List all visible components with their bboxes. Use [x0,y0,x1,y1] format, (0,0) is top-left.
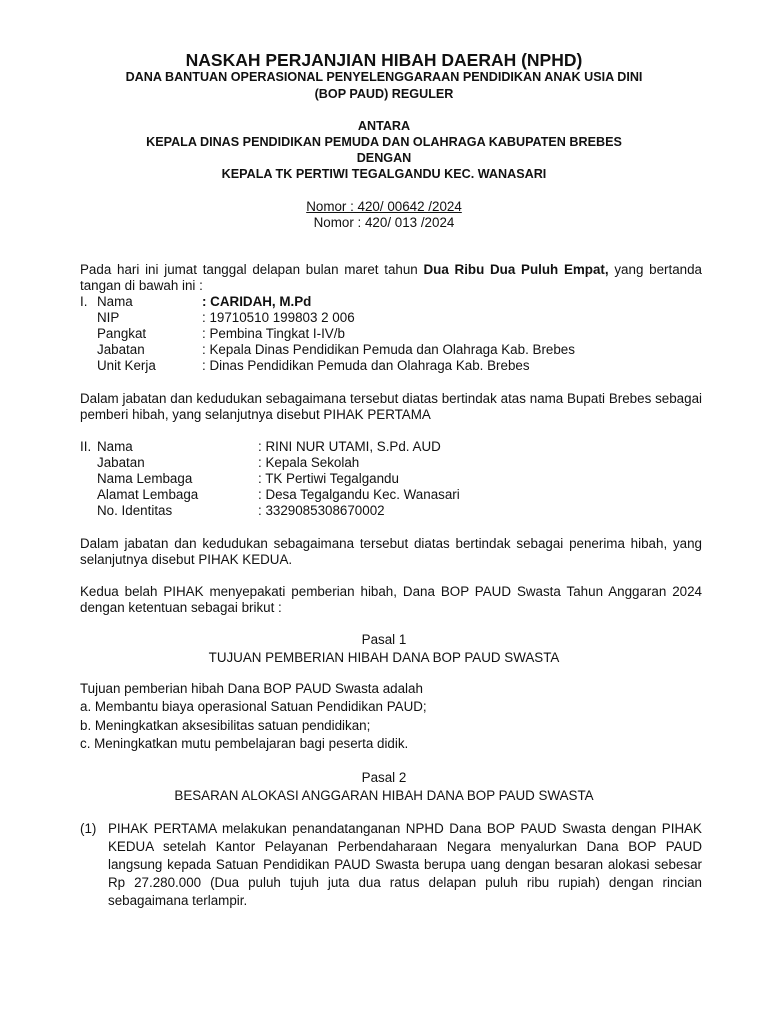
pihak2-paragraph: Dalam jabatan dan kedudukan sebagaimana tersebut diatas bertindak sebagai penerima hibah, yang selanjutnya disebut PIHAK KEDUA. [80,536,702,567]
pihak2-row-nama-lembaga: Nama Lembaga : TK Pertiwi Tegalgandu [97,471,399,486]
pasal-2-title: BESARAN ALOKASI ANGGARAN HIBAH DANA BOP PAUD SWASTA [174,788,594,803]
pihak2-row-no-identitas: No. Identitas : 3329085308670002 [97,503,385,518]
pihak1-row-pangkat: Pangkat : Pembina Tingkat I-IV/b [97,326,345,341]
doc-title: NASKAH PERJANJIAN HIBAH DAERAH (NPHD) [185,50,583,70]
pihak1-row-nip: NIP : 19710510 199803 2 006 [97,310,355,325]
pihak2-row-nama: II. Nama : RINI NUR UTAMI, S.Pd. AUD [80,439,441,454]
pasal-2-item-number: (1) [80,821,97,836]
pihak2-row-alamat-lembaga: Alamat Lembaga : Desa Tegalgandu Kec. Wanasari [97,487,460,502]
pihak1-row-unit-kerja: Unit Kerja : Dinas Pendidikan Pemuda dan Olahraga Kab. Brebes [97,358,530,373]
pasal-2-number: Pasal 2 [361,770,407,785]
dengan-label: DENGAN [356,151,412,165]
pihak1-row-jabatan: Jabatan : Kepala Dinas Pendidikan Pemuda dan Olahraga Kab. Brebes [97,342,575,357]
nomor-1: Nomor : 420/ 00642 /2024 [306,199,462,214]
pasal-1-intro: Tujuan pemberian hibah Dana BOP PAUD Swasta adalah [80,681,423,696]
pasal-1-title: TUJUAN PEMBERIAN HIBAH DANA BOP PAUD SWASTA [208,650,560,665]
pihak2-row-jabatan: Jabatan : Kepala Sekolah [97,455,360,470]
pasal-2-item-text: PIHAK PERTAMA melakukan penandatanganan NPHD Dana BOP PAUD Swasta dengan PIHAK KEDUA setelah Kantor Pelayanan Perbendaharaan Negara menyalurkan Dana BOP PAUD langsung kepada Satuan Pendidikan PAUD Swasta berupa uang dengan besaran alokasi sebesar Rp 27.280.000 (Dua puluh tujuh juta dua ratus delapan puluh ribu rupiah) dengan rincian sebagaimana terlampir. [108,821,702,908]
agreement-paragraph: Kedua belah PIHAK menyepakati pemberian hibah, Dana BOP PAUD Swasta Tahun Anggaran 2024 dengan ketentuan sebagai brikut : [80,584,702,615]
nomor-2: Nomor : 420/ 013 /2024 [313,215,455,230]
intro-paragraph: Pada hari ini jumat tanggal delapan bulan maret tahun Dua Ribu Dua Puluh Empat, yang bertanda tangan di bawah ini : [80,262,703,293]
doc-subtitle-1: DANA BANTUAN OPERASIONAL PENYELENGGARAAN PENDIDIKAN ANAK USIA DINI [125,70,643,84]
pasal-1-item-b: b. Meningkatkan aksesibilitas satuan pendidikan; [80,718,371,733]
pasal-1-number: Pasal 1 [361,632,407,647]
pasal-1-item-c: c. Meningkatkan mutu pembelajaran bagi peserta didik. [80,736,409,751]
pihak1-row-nama: I. Nama : CARIDAH, M.Pd [80,294,312,309]
party-1-heading: KEPALA DINAS PENDIDIKAN PEMUDA DAN OLAHRAGA KABUPATEN BREBES [146,135,622,149]
doc-subtitle-2: (BOP PAUD) REGULER [314,87,454,101]
antara-label: ANTARA [357,119,411,133]
pasal-1-item-a: a. Membantu biaya operasional Satuan Pendidikan PAUD; [80,699,427,714]
pihak1-paragraph: Dalam jabatan dan kedudukan sebagaimana tersebut diatas bertindak atas nama Bupati Brebes sebagai pemberi hibah, yang selanjutnya disebut PIHAK PERTAMA [80,391,702,422]
party-2-heading: KEPALA TK PERTIWI TEGALGANDU KEC. WANASARI [221,167,547,181]
